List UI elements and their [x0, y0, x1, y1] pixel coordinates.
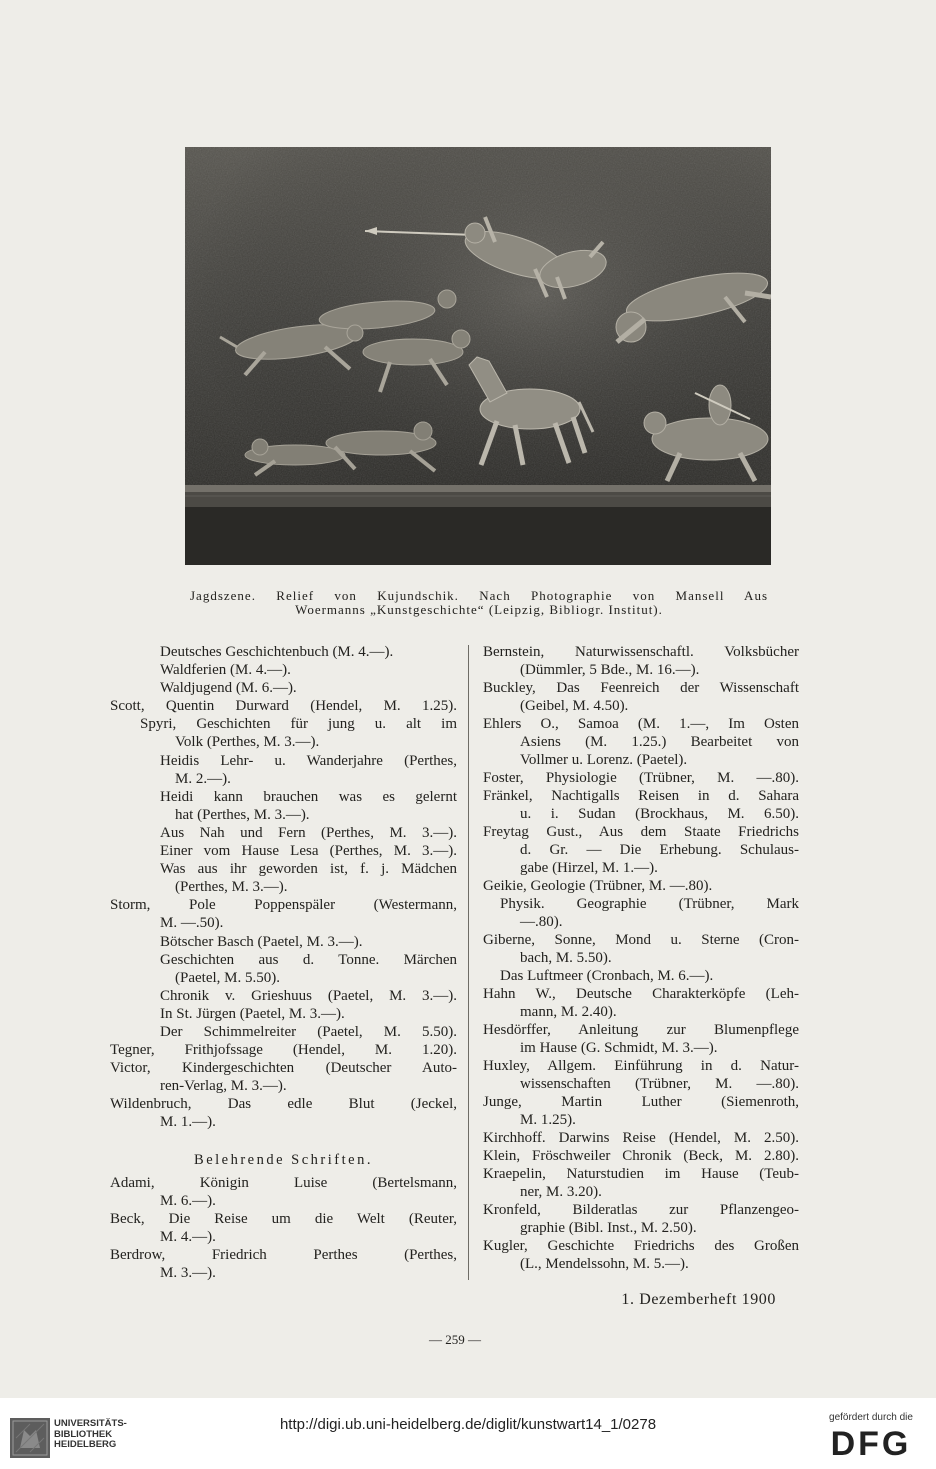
- list-item: d. Gr. — Die Erhebung. Schulaus-: [520, 842, 799, 858]
- section-heading: Belehrende Schriften.: [194, 1151, 373, 1168]
- list-item: Scott, Quentin Durward (Hendel, M. 1.25).: [110, 698, 457, 715]
- list-item: Spyri, Geschichten für jung u. alt im: [140, 716, 457, 733]
- list-item: hat (Perthes, M. 3.—).: [175, 806, 310, 823]
- list-item: mann, M. 2.40).: [520, 1004, 617, 1020]
- list-item: Ehlers O., Samoa (M. 1.—, Im Osten: [483, 716, 799, 732]
- list-item: ren-Verlag, M. 3.—).: [160, 1078, 287, 1095]
- list-item: bach, M. 5.50).: [520, 950, 612, 966]
- caption-line: Jagdszene. Relief von Kujundschik. Nach Photographie von Mansell Aus: [190, 589, 768, 603]
- library-footer: [0, 1398, 936, 1469]
- list-item: Waldjugend (M. 6.—).: [160, 680, 297, 697]
- list-item: (Paetel, M. 5.50).: [175, 969, 280, 986]
- list-item: M. 4.—).: [160, 1228, 216, 1245]
- list-item: Fränkel, Nachtigalls Reisen in d. Sahara: [483, 788, 799, 804]
- relief-photo: [185, 147, 771, 565]
- list-item: Adami, Königin Luise (Bertelsmann,: [110, 1174, 457, 1191]
- list-item: ner, M. 3.20).: [520, 1184, 602, 1200]
- list-item: Tegner, Frithjofssage (Hendel, M. 1.20).: [110, 1042, 457, 1059]
- list-item: Waldferien (M. 4.—).: [160, 662, 291, 679]
- list-item: Bötscher Basch (Paetel, M. 3.—).: [160, 933, 363, 950]
- funding-text: gefördert durch die: [829, 1412, 913, 1423]
- list-item: Deutsches Geschichtenbuch (M. 4.—).: [160, 644, 394, 660]
- list-item: Junge, Martin Luther (Siemenroth,: [483, 1094, 799, 1110]
- list-item: wissenschaften (Trübner, M. —.80).: [520, 1076, 799, 1092]
- issue-note: 1. Dezemberheft 1900: [621, 1291, 776, 1308]
- list-item: Berdrow, Friedrich Perthes (Perthes,: [110, 1246, 457, 1263]
- page-number: — 259 —: [429, 1332, 481, 1347]
- list-item: u. i. Sudan (Brockhaus, M. 6.50).: [520, 806, 799, 822]
- library-name-line: BIBLIOTHEK: [54, 1428, 113, 1440]
- list-item: Physik. Geographie (Trübner, Mark: [500, 896, 799, 912]
- list-item: Asiens (M. 1.25.) Bearbeitet von: [520, 734, 799, 750]
- university-seal-icon: [10, 1418, 50, 1458]
- list-item: M. 2.—).: [175, 770, 231, 787]
- list-item: Buckley, Das Feenreich der Wissenschaft: [483, 680, 799, 696]
- list-item: Kronfeld, Bilderatlas zur Pflanzengeo-: [483, 1202, 799, 1218]
- list-item: Volk (Perthes, M. 3.—).: [175, 734, 320, 751]
- caption-line: Woermanns „Kunstgeschichte“ (Leipzig, Bibliogr. Institut).: [295, 603, 663, 617]
- list-item: Heidis Lehr- u. Wanderjahre (Perthes,: [160, 752, 457, 769]
- list-item: Victor, Kindergeschichten (Deutscher Auto-: [110, 1060, 457, 1077]
- list-item: In St. Jürgen (Paetel, M. 3.—).: [160, 1005, 345, 1022]
- list-item: gabe (Hirzel, M. 1.—).: [520, 860, 658, 876]
- list-item: Hesdörffer, Anleitung zur Blumenpflege: [483, 1022, 799, 1038]
- list-item: M. 1.—).: [160, 1114, 216, 1131]
- list-item: M. 1.25).: [520, 1112, 576, 1128]
- right-column: [483, 643, 799, 1273]
- figure-caption: [190, 589, 768, 617]
- list-item: (Geibel, M. 4.50).: [520, 698, 629, 714]
- list-item: Bernstein, Naturwissenschaftl. Volksbücher: [483, 644, 799, 660]
- list-item: Freytag Gust., Aus dem Staate Friedrichs: [483, 824, 799, 840]
- list-item: —.80).: [520, 914, 563, 930]
- permalink-url[interactable]: http://digi.ub.uni-heidelberg.de/diglit/kunstwart14_1/0278: [279, 1416, 657, 1433]
- list-item: Wildenbruch, Das edle Blut (Jeckel,: [110, 1096, 457, 1113]
- list-item: Foster, Physiologie (Trübner, M. —.80).: [483, 770, 799, 786]
- library-name-line: UNIVERSITÄTS-: [54, 1418, 127, 1429]
- list-item: Hahn W., Deutsche Charakterköpfe (Leh-: [483, 986, 799, 1002]
- list-item: Vollmer u. Lorenz. (Paetel).: [520, 752, 688, 768]
- list-item: Klein, Fröschweiler Chronik (Beck, M. 2.80).: [483, 1148, 799, 1164]
- list-item: Kugler, Geschichte Friedrichs des Großen: [483, 1238, 799, 1254]
- list-item: Einer vom Hause Lesa (Perthes, M. 3.—).: [160, 843, 457, 860]
- list-item: Was aus ihr geworden ist, f. j. Mädchen: [160, 861, 457, 878]
- list-item: Kirchhoff. Darwins Reise (Hendel, M. 2.50).: [483, 1130, 799, 1146]
- list-item: Der Schimmelreiter (Paetel, M. 5.50).: [160, 1023, 457, 1040]
- library-name: [54, 1419, 127, 1451]
- list-item: Chronik v. Grieshuus (Paetel, M. 3.—).: [160, 987, 457, 1004]
- list-item: Beck, Die Reise um die Welt (Reuter,: [110, 1210, 457, 1227]
- list-item: Aus Nah und Fern (Perthes, M. 3.—).: [160, 824, 457, 841]
- dfg-logo: DFG: [830, 1425, 912, 1463]
- list-item: (Dümmler, 5 Bde., M. 16.—).: [520, 662, 700, 678]
- list-item: Kraepelin, Naturstudien im Hause (Teub-: [483, 1166, 799, 1182]
- list-item: (L., Mendelssohn, M. 5.—).: [520, 1256, 689, 1272]
- list-item: Huxley, Allgem. Einführung in d. Natur-: [483, 1058, 799, 1074]
- list-item: M. 3.—).: [160, 1265, 216, 1281]
- list-item: im Hause (G. Schmidt, M. 3.—).: [520, 1040, 718, 1056]
- column-divider: [468, 645, 469, 1280]
- list-item: M. 6.—).: [160, 1192, 216, 1209]
- list-item: (Perthes, M. 3.—).: [175, 879, 288, 896]
- list-item: Das Luftmeer (Cronbach, M. 6.—).: [500, 968, 714, 984]
- list-item: Geikie, Geologie (Trübner, M. —.80).: [483, 878, 713, 894]
- list-item: M. —.50).: [160, 915, 224, 932]
- relief-photo-image: [185, 147, 771, 565]
- left-column: [110, 643, 457, 1282]
- list-item: Heidi kann brauchen was es gelernt: [160, 788, 457, 805]
- list-item: Giberne, Sonne, Mond u. Sterne (Cron-: [483, 932, 799, 948]
- library-name-line: HEIDELBERG: [54, 1439, 117, 1450]
- list-item: Storm, Pole Poppenspäler (Westermann,: [110, 897, 457, 914]
- list-item: graphie (Bibl. Inst., M. 2.50).: [520, 1220, 697, 1236]
- list-item: Geschichten aus d. Tonne. Märchen: [160, 951, 457, 968]
